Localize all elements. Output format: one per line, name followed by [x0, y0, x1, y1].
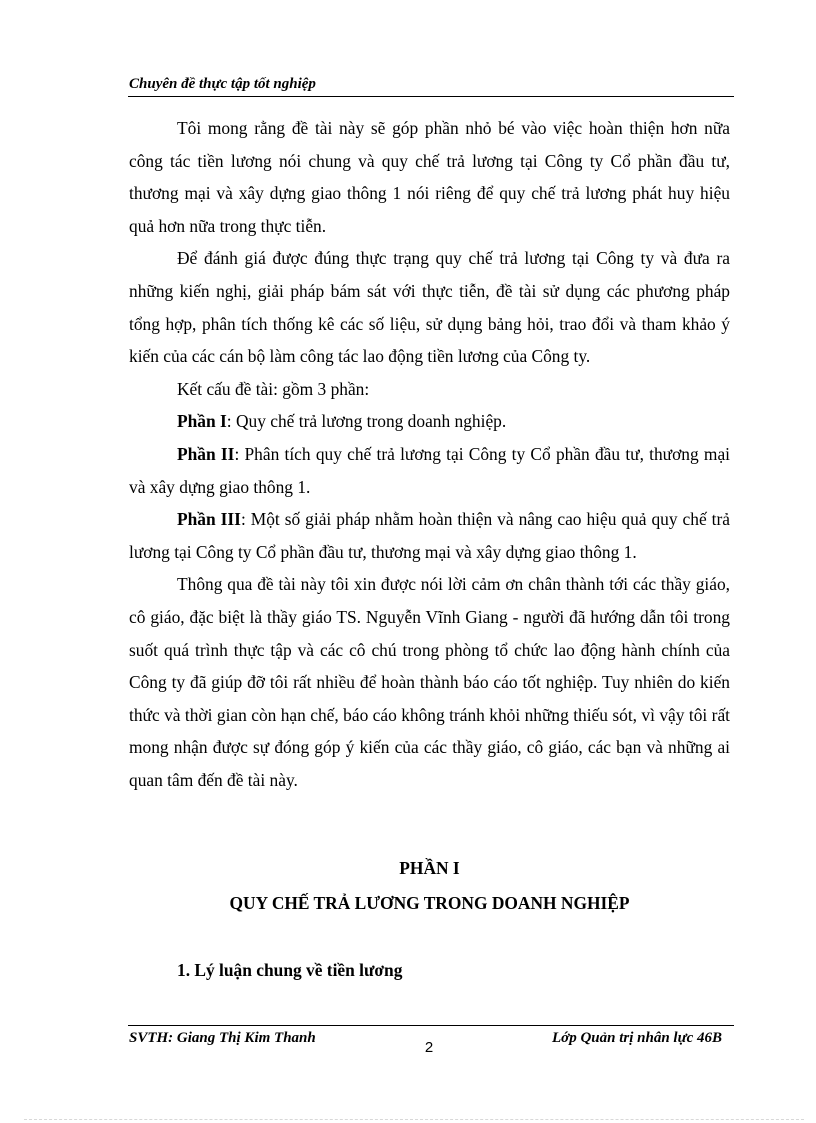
part-item-2-label: Phần II	[177, 443, 235, 464]
part-title: PHẦN I	[399, 858, 460, 878]
part-item-2-text: : Phân tích quy chế trả lương tại Công ty Cổ phần đầu tư, thương mại và xây dựng giao thông 1.	[129, 443, 731, 497]
footer-author: SVTH: Giang Thị Kim Thanh	[129, 1030, 316, 1046]
method-paragraph: Để đánh giá được đúng thực trạng quy chế trả lương tại Công ty và đưa ra những kiến nghị, giải pháp bám sát với thực tiễn, đề tài sử dụng các phương pháp tổng hợp, phân tích thống kê các số liệu, sử dụng bảng hỏi, trao đổi và tham khảo ý kiến của các cán bộ làm công tác lao động tiền lương của Công ty.	[129, 248, 730, 367]
footer-class: Lớp Quản trị nhân lực 46B	[552, 1030, 722, 1046]
section-heading: 1. Lý luận chung về tiền lương	[177, 960, 403, 980]
part-item-2	[129, 438, 730, 503]
intro-paragraph: Tôi mong rằng đề tài này sẽ góp phần nhỏ bé vào việc hoàn thiện hơn nữa công tác tiền lương nói chung và quy chế trả lương tại Công ty Cổ phần đầu tư, thương mại và xây dựng giao thông 1 nói riêng để quy chế trả lương phát huy hiệu quả hơn nữa trong thực tiễn.	[129, 118, 730, 236]
part-item-1	[129, 405, 730, 438]
running-header-title: Chuyên đề thực tập tốt nghiệp	[129, 76, 316, 92]
part-item-3-text: : Một số giải pháp nhằm hoàn thiện và nâng cao hiệu quả quy chế trả lương tại Công ty Cổ phần đầu tư, thương mại và xây dựng giao thông 1.	[129, 509, 730, 562]
part-item-1-label: Phần I	[177, 411, 227, 432]
thanks-paragraph: Thông qua đề tài này tôi xin được nói lời cảm ơn chân thành tới các thầy giáo, cô giáo, đặc biệt là thầy giáo TS. Nguyễn Vĩnh Giang - người đã hướng dẫn tôi trong suốt quá trình thực tập và các cô chú trong phòng tổ chức lao động hành chính của Công ty đã giúp đỡ tôi rất nhiều để hoàn thành báo cáo tốt nghiệp. Tuy nhiên do kiến thức và thời gian còn hạn chế, báo cáo không tránh khỏi những thiếu sót, vì vậy tôi rất mong nhận được sự đóng góp ý kiến của các thầy giáo, cô giáo, các bạn và những ai quan tâm đến đề tài này.	[129, 574, 730, 790]
structure-intro: Kết cấu đề tài: gồm 3 phần:	[177, 378, 370, 399]
part-subtitle: QUY CHẾ TRẢ LƯƠNG TRONG DOANH NGHIỆP	[229, 893, 630, 913]
header-divider	[128, 96, 734, 97]
part-item-3	[129, 503, 730, 568]
footer-divider	[128, 1025, 734, 1026]
body-text	[129, 112, 730, 796]
page-number: 2	[424, 1039, 434, 1056]
part-item-1-text: : Quy chế trả lương trong doanh nghiệp.	[226, 411, 507, 432]
page-bottom-edge	[24, 1119, 804, 1120]
part-item-3-label: Phần III	[177, 509, 241, 530]
